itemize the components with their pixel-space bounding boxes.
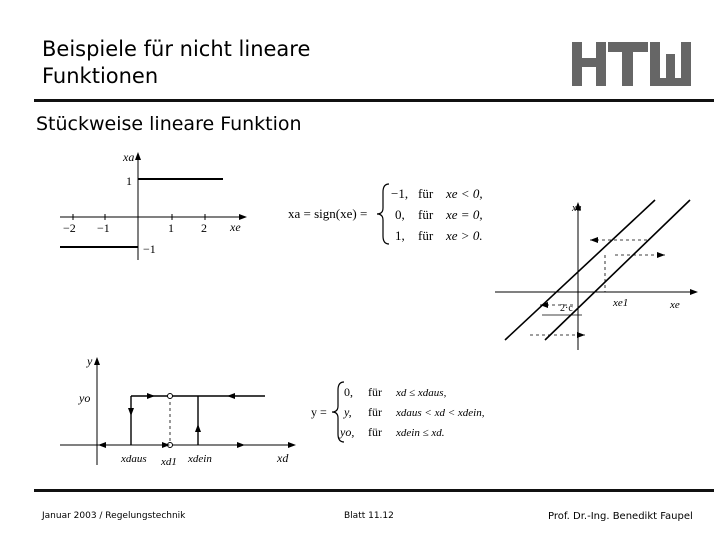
hysteresis-case2-word: für <box>368 405 382 419</box>
sign-equation <box>285 180 500 248</box>
sign-x-label: xe <box>230 220 241 234</box>
hysteresis-graph <box>55 350 300 470</box>
hysteresis-case3-value: yo, <box>340 425 355 439</box>
sign-ytick-neg1: −1 <box>143 242 156 256</box>
sign-tick-neg2: −2 <box>63 221 76 235</box>
hysteresis-case1-cond: xd ≤ xdaus, <box>396 387 447 399</box>
hysteresis-case1-value: 0, <box>344 385 353 399</box>
sign-case3-word: für <box>418 228 434 243</box>
hysteresis-case3-cond: xdein ≤ xd. <box>396 427 445 439</box>
footer-left: Januar 2003 / Regelungstechnik <box>42 511 186 521</box>
hysteresis-equation <box>308 378 508 446</box>
sign-case3-cond: xe > 0. <box>446 228 483 243</box>
hysteresis-equation-lhs: y = <box>311 405 327 419</box>
sign-case3-value: 1, <box>395 228 405 243</box>
slide-title <box>42 36 310 90</box>
backlash-y-label: xa <box>572 203 582 214</box>
sign-tick-pos2: 2 <box>201 221 207 235</box>
sign-case2-cond: xe = 0, <box>446 207 483 222</box>
sign-case2-word: für <box>418 207 434 222</box>
sign-equation-lhs: xa = sign(xe) = <box>288 206 368 221</box>
backlash-x-axis-arrow <box>690 289 698 295</box>
sign-case1-value: −1, <box>391 186 409 201</box>
hysteresis-y-axis-arrow <box>94 357 100 365</box>
backlash-right-line <box>545 200 690 340</box>
hysteresis-tick-xdein: xdein <box>188 453 212 465</box>
hysteresis-upper-marker <box>168 394 173 399</box>
sign-case1-word: für <box>418 186 434 201</box>
sign-tick-neg1: −1 <box>97 221 110 235</box>
header-rule <box>34 99 714 102</box>
sign-tick-pos1: 1 <box>168 221 174 235</box>
footer-rule <box>34 489 714 492</box>
backlash-x1-label: xe1 <box>613 297 629 309</box>
hysteresis-tick-xdaus: xdaus <box>121 453 147 465</box>
backlash-left-line <box>505 200 655 340</box>
sign-y-axis-arrow <box>135 152 141 160</box>
sign-ytick-pos1: 1 <box>126 174 132 188</box>
hysteresis-case2-value: y, <box>344 405 352 419</box>
sign-case1-cond: xe < 0, <box>446 186 483 201</box>
sign-case2-value: 0, <box>395 207 405 222</box>
footer-right: Prof. Dr.-Ing. Benedikt Faupel <box>548 511 693 522</box>
slide-subtitle: Stückweise lineare Funktion <box>36 113 302 135</box>
slide-title-line1: Beispiele für nicht lineare <box>42 37 311 61</box>
hysteresis-x-label: xd <box>277 451 289 465</box>
slide-title-line2: Funktionen <box>42 64 159 88</box>
sign-function-graph <box>55 145 255 265</box>
footer-center: Blatt 11.12 <box>344 511 394 521</box>
hysteresis-case2-cond: xdaus < xd < xdein, <box>396 407 485 419</box>
backlash-graph <box>490 195 705 355</box>
hysteresis-yo-label: yo <box>79 391 91 405</box>
sign-equation-brace <box>377 184 389 244</box>
hysteresis-case1-word: für <box>368 385 382 399</box>
backlash-width-label: 2·c <box>560 303 573 314</box>
hysteresis-x-axis-arrow <box>288 442 296 448</box>
sign-y-label: xa <box>123 150 135 164</box>
htw-logo <box>570 40 694 88</box>
backlash-x-label: xe <box>670 299 680 311</box>
hysteresis-y-label: y <box>87 354 93 368</box>
hysteresis-case3-word: für <box>368 425 382 439</box>
hysteresis-tick-xd1: xd1 <box>161 456 177 468</box>
